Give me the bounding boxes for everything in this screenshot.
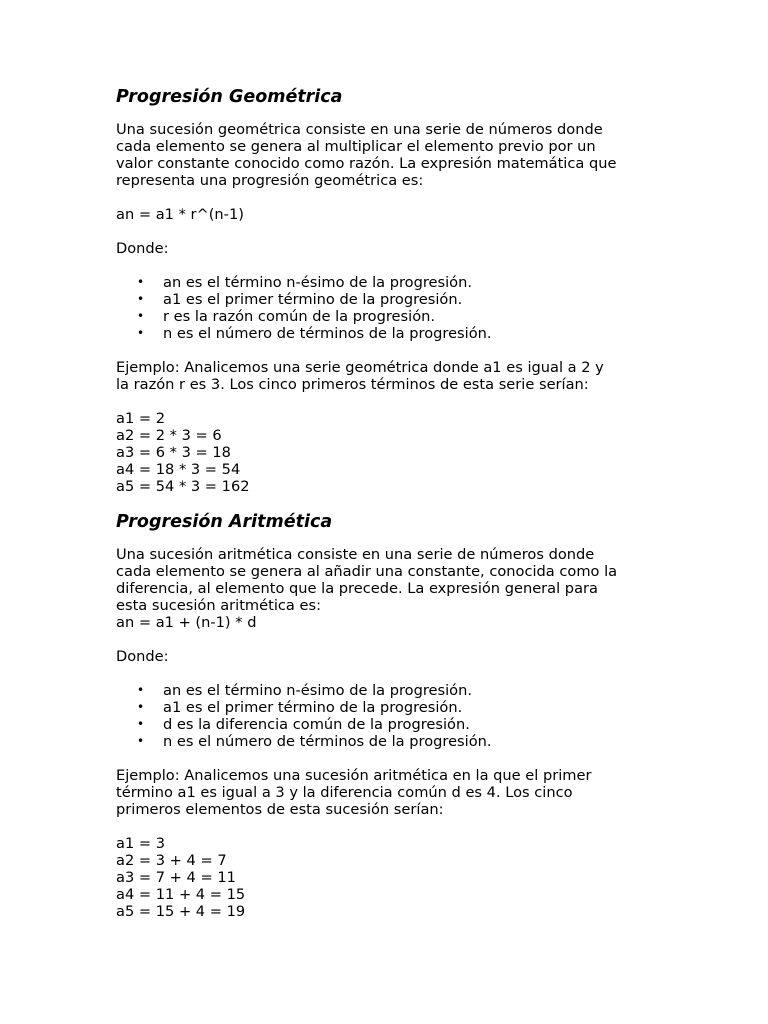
list-item-text: r es la razón común de la progresión. <box>163 308 436 325</box>
term-line: a5 = 15 + 4 = 19 <box>116 903 246 920</box>
geometric-intro <box>116 121 676 189</box>
bullet-icon: • <box>137 275 145 289</box>
geometric-section <box>116 86 676 495</box>
arithmetic-bullet-list <box>116 682 676 750</box>
text-line: esta sucesión aritmética es: <box>116 597 322 614</box>
text-line: Ejemplo: Analicemos una serie geométrica donde a1 es igual a 2 y <box>116 359 604 376</box>
text-line: an = a1 + (n-1) * d <box>116 614 257 631</box>
list-item <box>116 699 676 716</box>
term-line: a2 = 2 * 3 = 6 <box>116 427 222 444</box>
list-item-text: an es el término n-ésimo de la progresión. <box>163 682 472 699</box>
document-page <box>116 86 676 920</box>
arithmetic-section <box>116 511 676 920</box>
text-line: Ejemplo: Analicemos una sucesión aritmética en la que el primer <box>116 767 592 784</box>
list-item <box>116 308 676 325</box>
term-line: a3 = 6 * 3 = 18 <box>116 444 231 461</box>
bullet-icon: • <box>137 717 145 731</box>
list-item-text: n es el número de términos de la progresión. <box>163 325 492 342</box>
term-line: a4 = 11 + 4 = 15 <box>116 886 246 903</box>
term-line: a4 = 18 * 3 = 54 <box>116 461 241 478</box>
list-item <box>116 274 676 291</box>
text-line: valor constante conocido como razón. La expresión matemática que <box>116 155 617 172</box>
geometric-where-label: Donde: <box>116 240 169 257</box>
geometric-title: Progresión Geométrica <box>116 87 343 107</box>
text-line: cada elemento se genera al multiplicar el elemento previo por un <box>116 138 596 155</box>
text-line: la razón r es 3. Los cinco primeros términos de esta serie serían: <box>116 376 589 393</box>
text-line: Una sucesión geométrica consiste en una serie de números donde <box>116 121 603 138</box>
geometric-example <box>116 359 676 393</box>
text-line: Una sucesión aritmética consiste en una serie de números donde <box>116 546 595 563</box>
arithmetic-intro <box>116 546 676 631</box>
term-line: a2 = 3 + 4 = 7 <box>116 852 227 869</box>
term-line: a1 = 2 <box>116 410 166 427</box>
list-item <box>116 716 676 733</box>
list-item-text: a1 es el primer término de la progresión. <box>163 699 463 716</box>
arithmetic-example <box>116 767 676 818</box>
text-line: término a1 es igual a 3 y la diferencia común d es 4. Los cinco <box>116 784 573 801</box>
geometric-bullet-list <box>116 274 676 342</box>
text-line: diferencia, al elemento que la precede. La expresión general para <box>116 580 598 597</box>
bullet-icon: • <box>137 309 145 323</box>
text-line: primeros elementos de esta sucesión serían: <box>116 801 444 818</box>
list-item-text: an es el término n-ésimo de la progresión. <box>163 274 472 291</box>
bullet-icon: • <box>137 326 145 340</box>
text-line: representa una progresión geométrica es: <box>116 172 424 189</box>
bullet-icon: • <box>137 683 145 697</box>
list-item-text: a1 es el primer término de la progresión. <box>163 291 463 308</box>
list-item-text: n es el número de términos de la progresión. <box>163 733 492 750</box>
term-line: a1 = 3 <box>116 835 166 852</box>
list-item <box>116 733 676 750</box>
list-item <box>116 325 676 342</box>
term-line: a5 = 54 * 3 = 162 <box>116 478 250 495</box>
term-line: a3 = 7 + 4 = 11 <box>116 869 236 886</box>
bullet-icon: • <box>137 700 145 714</box>
geometric-formula: an = a1 * r^(n-1) <box>116 206 244 223</box>
bullet-icon: • <box>137 292 145 306</box>
arithmetic-where-label: Donde: <box>116 648 169 665</box>
list-item-text: d es la diferencia común de la progresión. <box>163 716 470 733</box>
arithmetic-terms <box>116 835 676 920</box>
list-item <box>116 291 676 308</box>
list-item <box>116 682 676 699</box>
text-line: cada elemento se genera al añadir una constante, conocida como la <box>116 563 618 580</box>
geometric-terms <box>116 410 676 495</box>
bullet-icon: • <box>137 734 145 748</box>
arithmetic-title: Progresión Aritmética <box>116 512 333 532</box>
